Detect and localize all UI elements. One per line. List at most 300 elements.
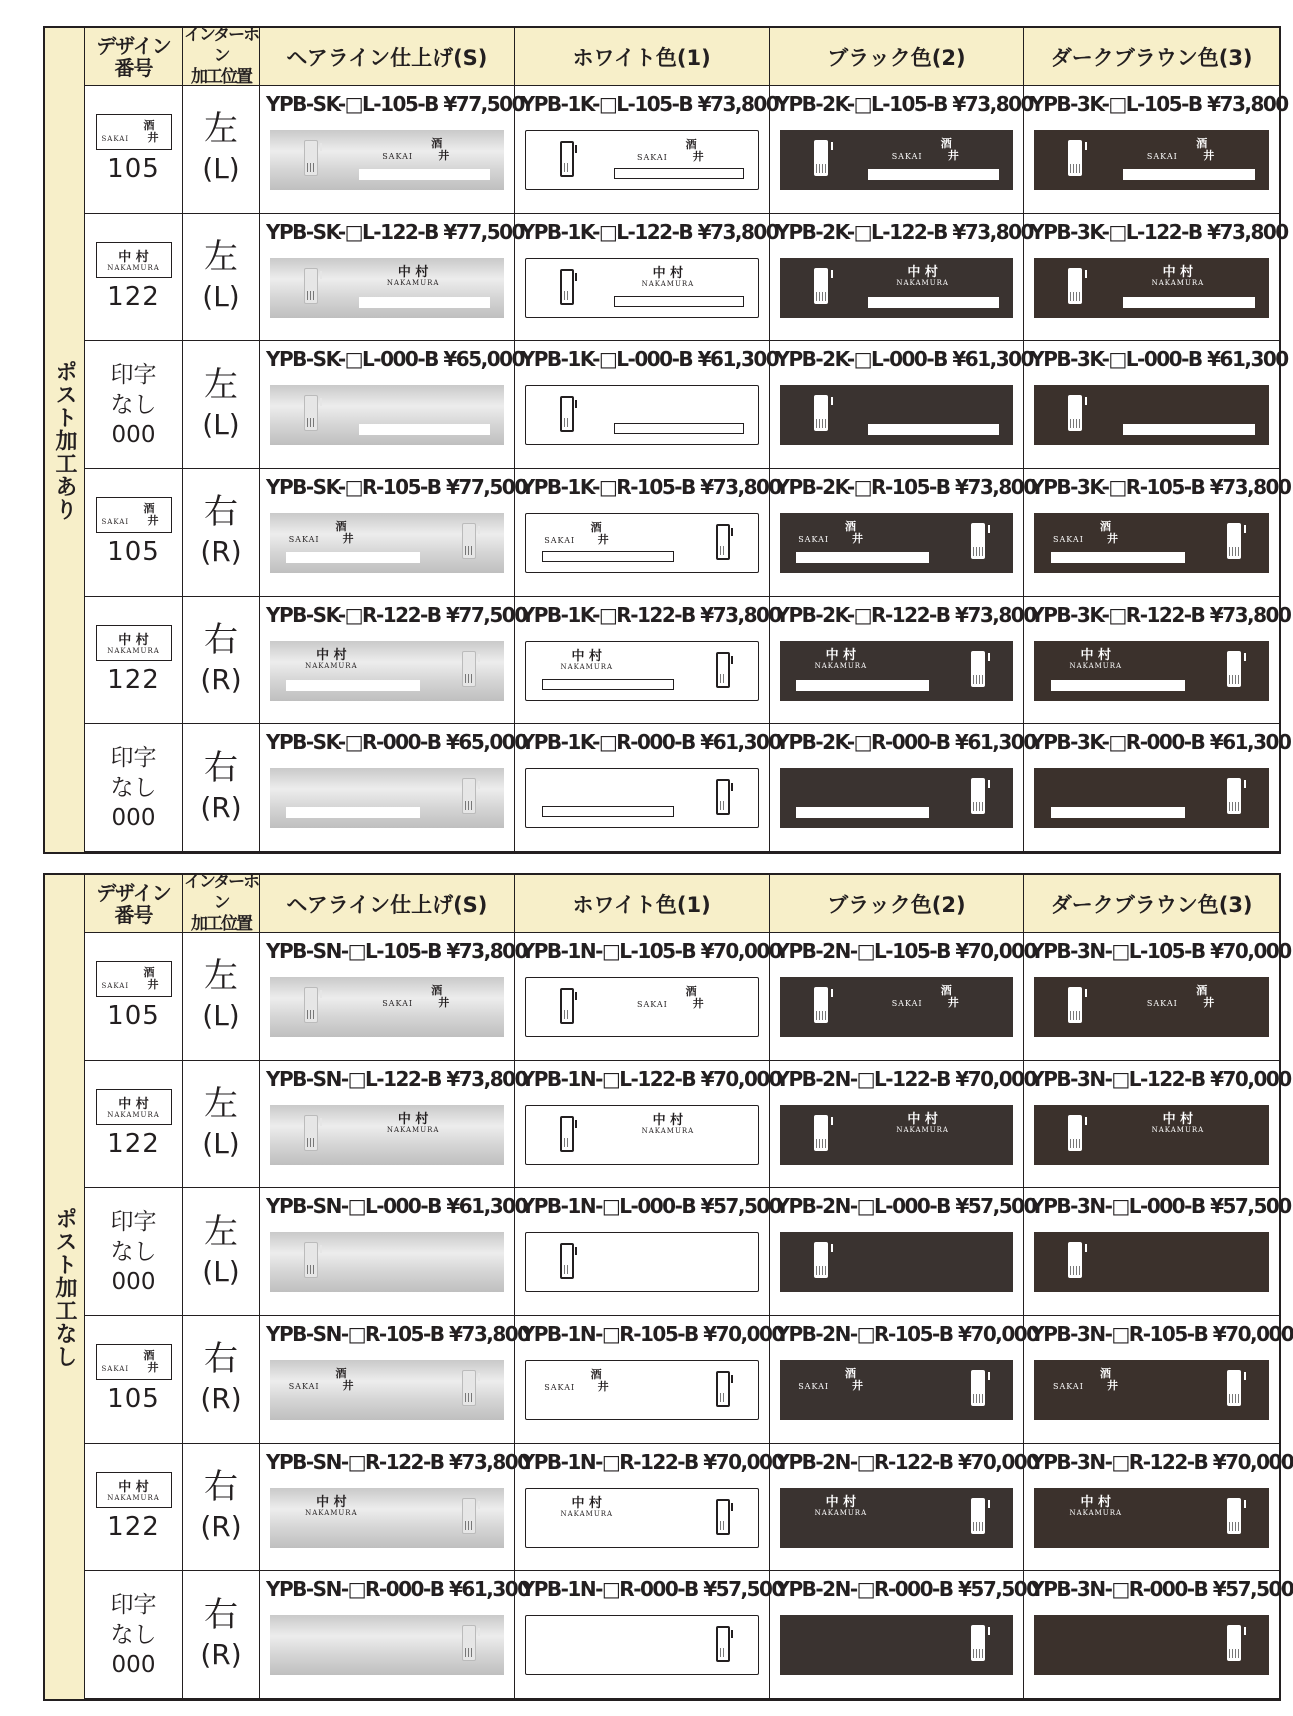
product-code-text: YPB-1K-□R-105-B (520, 474, 695, 499)
product-cell-white (515, 1188, 782, 1316)
product-price: ¥70,000 (1210, 939, 1291, 963)
nameplate-kanji: 中 村 (1162, 264, 1194, 280)
nameplate-kanji: 中 村 (316, 647, 347, 663)
product-code (1030, 1577, 1293, 1601)
design-number-cell (85, 724, 183, 852)
header-design-line2: 番号 (114, 902, 153, 927)
design-sample (96, 497, 172, 533)
product-price: ¥70,000 (958, 1321, 1039, 1346)
intercom-icon (1068, 1242, 1082, 1278)
product-code (521, 347, 778, 371)
position-kanji: 左 (204, 1083, 238, 1124)
product-code (776, 1322, 1039, 1346)
sample-name (97, 1481, 171, 1503)
header-design-line1: デザイン (96, 33, 171, 58)
product-code (776, 939, 1036, 963)
product-code-text: YPB-SK-□L-122-B (266, 219, 438, 244)
design-number-cell (85, 1444, 183, 1572)
product-price: ¥70,000 (1210, 1066, 1291, 1091)
product-code (521, 1067, 781, 1091)
position-letter: (R) (200, 790, 242, 824)
post-slot (542, 806, 674, 817)
nameplate-preview (270, 258, 504, 318)
nameplate-preview (1034, 1105, 1269, 1165)
product-price: ¥70,000 (703, 1449, 784, 1474)
intercom-icon (1068, 987, 1082, 1023)
product-code (266, 220, 524, 244)
header-black-column: ホワイト色(1) (515, 875, 770, 933)
product-code-text: YPB-3N-□R-122-B (1030, 1449, 1208, 1474)
product-code-text: YPB-1K-□R-122-B (520, 602, 695, 627)
product-price: ¥70,000 (955, 1066, 1036, 1091)
post-slot (542, 679, 674, 690)
intercom-position-cell (183, 1188, 260, 1316)
nameplate-kanji: 井 (851, 531, 863, 545)
product-code (776, 1067, 1036, 1091)
nameplate-romaji: SAKAI (288, 1381, 320, 1391)
nameplate-preview (780, 258, 1014, 318)
product-code-text: YPB-2N-□L-122-B (775, 1066, 950, 1091)
intercom-position-cell (183, 597, 260, 725)
position-kanji: 右 (204, 1466, 238, 1507)
product-cell-white (515, 214, 779, 342)
header-intercom-position (183, 872, 260, 934)
nameplate-kanji: 酒 (844, 1366, 856, 1380)
post-slot (542, 551, 674, 562)
post-slot (359, 297, 490, 308)
product-price: ¥73,800 (446, 939, 527, 963)
sample-romaji: SAKAI (101, 135, 130, 144)
product-code-text: YPB-3K-□L-000-B (1030, 347, 1202, 372)
no-print-line1: 印字 (110, 744, 157, 771)
product-price: ¥73,800 (1207, 92, 1288, 116)
nameplate-preview (525, 258, 759, 318)
post-slot (614, 423, 744, 434)
intercom-position-cell (183, 1571, 260, 1699)
product-cell-black (770, 469, 1036, 597)
sample-kanji: 井 (147, 514, 159, 528)
product-cell-hairline (260, 1061, 527, 1189)
intercom-icon (304, 1115, 318, 1151)
sample-kanji: 中 村 (118, 1096, 149, 1112)
nameplate-kanji: 井 (342, 1378, 354, 1392)
product-price: ¥77,500 (443, 92, 524, 116)
nameplate-romaji: SAKAI (288, 534, 320, 544)
sample-kanji: 井 (147, 131, 159, 145)
product-code (1030, 220, 1287, 244)
nameplate-kanji: 中 村 (907, 1111, 938, 1127)
position-kanji: 左 (204, 956, 238, 997)
intercom-position-cell (183, 341, 260, 469)
nameplate-kanji: 酒 (590, 520, 602, 534)
nameplate-name (1152, 266, 1205, 288)
nameplate-preview (525, 1360, 759, 1420)
position-kanji: 左 (204, 109, 238, 150)
product-code (521, 1194, 781, 1218)
product-price: ¥61,300 (446, 1194, 527, 1219)
sample-kanji: 酒 (143, 119, 155, 133)
post-slot (796, 680, 929, 691)
nameplate-kanji: 酒 (335, 1366, 347, 1380)
product-code (521, 1577, 784, 1601)
intercom-icon (716, 779, 730, 815)
nameplate-kanji: 酒 (940, 984, 952, 997)
nameplate-name (1152, 1113, 1205, 1135)
design-sample (96, 1089, 172, 1125)
position-kanji: 右 (204, 492, 238, 533)
design-number: 122 (107, 1128, 160, 1159)
product-price: ¥61,300 (700, 730, 781, 755)
no-print-line2: なし (110, 1621, 157, 1648)
header-hairline-column: ダークブラウン色(3) (1024, 28, 1279, 86)
header-intercom-line1: インターホン (183, 25, 259, 66)
product-price: ¥65,000 (443, 347, 524, 372)
nameplate-preview (780, 1232, 1014, 1292)
nameplate-kanji: 酒 (844, 519, 856, 533)
position-letter: (R) (200, 1637, 242, 1671)
product-price: ¥73,800 (446, 1066, 527, 1091)
nameplate-name (1069, 1496, 1122, 1518)
nameplate-kanji: 中 村 (907, 264, 938, 280)
design-number: 122 (107, 664, 160, 695)
nameplate-preview (525, 1615, 759, 1675)
product-price: ¥65,000 (446, 730, 527, 755)
product-code (776, 475, 1036, 499)
nameplate-romaji: NAKAMURA (386, 1125, 440, 1134)
nameplate-kanji: 中 村 (571, 648, 603, 664)
no-print-label (111, 743, 157, 833)
design-number: 105 (107, 154, 160, 185)
nameplate-kanji: 井 (692, 997, 704, 1010)
intercom-icon (462, 651, 476, 687)
nameplate-kanji: 酒 (590, 1367, 602, 1381)
product-price: ¥73,800 (955, 602, 1036, 627)
header-white-column: ヘアライン仕上げ(S) (260, 875, 515, 933)
nameplate-kanji: 酒 (685, 985, 697, 998)
intercom-icon (560, 396, 574, 432)
nameplate-name (387, 266, 440, 288)
product-code (521, 220, 778, 244)
nameplate-romaji: SAKAI (382, 152, 414, 161)
nameplate-kanji: 井 (342, 531, 354, 545)
product-code-text: YPB-1N-□R-105-B (520, 1321, 698, 1346)
product-code-text: YPB-SK-□R-122-B (266, 602, 441, 627)
intercom-icon (971, 523, 985, 559)
product-price: ¥73,800 (449, 1449, 530, 1474)
design-number: 105 (107, 537, 160, 568)
product-code-text: YPB-SN-□R-105-B (266, 1321, 444, 1346)
product-code-text: YPB-1N-□R-122-B (520, 1449, 698, 1474)
product-code (1030, 1194, 1290, 1218)
product-cell-white (515, 86, 779, 214)
intercom-position-cell (183, 469, 260, 597)
product-price: ¥61,300 (955, 730, 1036, 755)
design-sample (96, 625, 172, 661)
nameplate-kanji: 井 (947, 149, 959, 162)
product-cell-dark-brown (1024, 1316, 1293, 1444)
post-slot (1051, 552, 1185, 563)
nameplate-preview (1034, 641, 1269, 701)
nameplate-romaji: SAKAI (891, 999, 923, 1008)
header-white-column: ヘアライン仕上げ(S) (260, 28, 515, 86)
product-code-text: YPB-3K-□L-122-B (1030, 219, 1202, 244)
product-code-text: YPB-2K-□L-122-B (775, 219, 947, 244)
product-code (266, 939, 527, 963)
intercom-icon (716, 1371, 730, 1407)
product-cell-hairline (260, 1188, 527, 1316)
post-slot (1123, 297, 1254, 308)
post-slot (614, 168, 744, 179)
product-code (776, 1450, 1039, 1474)
product-cell-hairline (260, 1316, 530, 1444)
product-price: ¥57,500 (700, 1194, 782, 1219)
product-cell-black (770, 1316, 1039, 1444)
header-design-line2: 番号 (114, 55, 153, 80)
intercom-position-cell (183, 1444, 260, 1572)
nameplate-preview (1034, 513, 1269, 573)
product-code-text: YPB-2N-□R-000-B (775, 1577, 953, 1602)
product-code-text: YPB-2N-□R-122-B (775, 1449, 953, 1474)
side-label: ポスト加工なし (45, 875, 85, 1699)
nameplate-preview (780, 385, 1014, 445)
product-cell-black (770, 214, 1033, 342)
post-slot (614, 296, 744, 307)
intercom-icon (1068, 268, 1082, 304)
header-black-column: ホワイト色(1) (515, 28, 770, 86)
no-print-line2: なし (110, 774, 157, 801)
product-code-text: YPB-SN-□L-122-B (266, 1066, 441, 1091)
product-code (1030, 1067, 1290, 1091)
product-price: ¥73,800 (700, 474, 781, 499)
nameplate-romaji: NAKAMURA (814, 1508, 868, 1517)
nameplate-kanji: 中 村 (397, 1111, 429, 1127)
product-code-text: YPB-3K-□R-122-B (1030, 602, 1205, 627)
product-cell-black (770, 1061, 1036, 1189)
table-grid (85, 872, 1293, 1699)
product-code-text: YPB-2K-□L-105-B (775, 92, 947, 116)
nameplate-preview (1034, 1488, 1269, 1548)
product-code (266, 475, 527, 499)
product-cell-white (515, 1571, 784, 1699)
product-cell-dark-brown (1024, 724, 1291, 852)
nameplate-preview (270, 385, 504, 445)
post-slot (359, 169, 490, 180)
product-price: ¥57,500 (955, 1194, 1036, 1219)
nameplate-preview (780, 513, 1014, 573)
product-cell-hairline (260, 1571, 530, 1699)
product-price: ¥73,800 (1207, 219, 1288, 244)
product-code (266, 347, 524, 371)
design-number-cell (85, 86, 183, 214)
intercom-icon (971, 1498, 985, 1534)
sample-kanji: 井 (147, 1361, 159, 1375)
design-number: 000 (111, 1651, 156, 1678)
design-number: 105 (107, 1001, 160, 1032)
intercom-icon (462, 1370, 476, 1406)
nameplate-name (305, 1496, 358, 1518)
nameplate-kanji: 中 村 (316, 1494, 347, 1510)
nameplate-kanji: 中 村 (1080, 1494, 1111, 1510)
nameplate-kanji: 井 (1107, 1378, 1119, 1392)
nameplate-preview (780, 977, 1014, 1037)
product-cell-dark-brown (1024, 469, 1291, 597)
intercom-icon (814, 140, 828, 176)
design-sample (96, 961, 172, 997)
intercom-position-cell (183, 214, 260, 342)
product-code (1030, 92, 1287, 116)
intercom-position-cell (183, 724, 260, 852)
product-cell-hairline (260, 341, 524, 469)
nameplate-preview (1034, 1360, 1269, 1420)
sample-name (97, 634, 171, 656)
nameplate-preview (270, 1360, 504, 1420)
product-code-text: YPB-1K-□L-000-B (520, 347, 693, 372)
product-cell-black (770, 724, 1036, 852)
product-cell-white (515, 1061, 782, 1189)
product-code (1030, 939, 1290, 963)
nameplate-preview (780, 1360, 1014, 1420)
nameplate-name (1069, 649, 1122, 671)
product-code (1030, 603, 1290, 627)
nameplate-preview (780, 1615, 1014, 1675)
header-intercom-line1: インターホン (183, 872, 259, 913)
nameplate-romaji: NAKAMURA (1069, 661, 1123, 670)
intercom-icon (560, 1243, 574, 1279)
product-cell-black (770, 933, 1036, 1061)
intercom-icon (304, 1242, 318, 1278)
product-code-text: YPB-2N-□L-000-B (775, 1194, 950, 1219)
product-code (266, 603, 527, 627)
nameplate-preview (1034, 1232, 1269, 1292)
nameplate-kanji: 中 村 (1162, 1111, 1194, 1127)
nameplate-romaji: SAKAI (544, 535, 576, 545)
nameplate-kanji: 酒 (940, 137, 952, 150)
design-sample (96, 114, 172, 150)
no-print-line1: 印字 (110, 361, 157, 388)
post-slot (1051, 807, 1185, 818)
product-code (266, 730, 527, 754)
product-price: ¥73,800 (952, 219, 1033, 244)
nameplate-kanji: 中 村 (571, 1495, 603, 1511)
sample-romaji: SAKAI (101, 982, 130, 991)
intercom-icon (971, 1625, 985, 1661)
nameplate-kanji: 中 村 (652, 265, 684, 281)
intercom-icon (971, 651, 985, 687)
nameplate-preview (1034, 768, 1269, 828)
product-price: ¥70,000 (1212, 1321, 1293, 1346)
product-price: ¥61,300 (1207, 347, 1288, 372)
no-print-line2: なし (110, 391, 157, 418)
sample-name (97, 1098, 171, 1120)
intercom-icon (1068, 395, 1082, 431)
header-intercom-line2: 加工位置 (191, 914, 251, 934)
nameplate-romaji: SAKAI (891, 152, 923, 161)
nameplate-romaji: SAKAI (798, 1381, 830, 1391)
product-cell-dark-brown (1024, 933, 1291, 1061)
no-print-label (111, 1207, 157, 1297)
product-cell-dark-brown (1024, 1061, 1291, 1189)
product-cell-hairline (260, 214, 524, 342)
post-slot (796, 552, 929, 563)
product-code (776, 730, 1036, 754)
product-price: ¥57,500 (703, 1577, 784, 1602)
product-price: ¥70,000 (703, 1321, 784, 1346)
nameplate-romaji: NAKAMURA (386, 278, 440, 287)
product-cell-white (515, 341, 779, 469)
sample-kanji: 井 (147, 978, 159, 992)
no-print-line1: 印字 (110, 1208, 157, 1235)
nameplate-romaji: SAKAI (1053, 1381, 1084, 1391)
product-code (776, 220, 1033, 244)
sample-kanji: 酒 (143, 966, 155, 980)
product-code-text: YPB-3N-□L-105-B (1030, 939, 1205, 963)
position-letter: (R) (200, 662, 242, 696)
no-print-line2: なし (110, 1238, 157, 1265)
sample-romaji: NAKAMURA (107, 646, 160, 655)
product-code (266, 1194, 527, 1218)
design-number-cell (85, 1061, 183, 1189)
post-slot (286, 680, 419, 691)
product-cell-dark-brown (1024, 214, 1288, 342)
post-slot (868, 169, 999, 180)
intercom-icon (814, 268, 828, 304)
nameplate-kanji: 酒 (1099, 519, 1111, 533)
sample-kanji: 中 村 (118, 1479, 149, 1495)
nameplate-romaji: NAKAMURA (305, 661, 358, 670)
product-table-with-post (43, 25, 1291, 854)
product-price: ¥73,800 (449, 1321, 530, 1346)
nameplate-preview (270, 1488, 504, 1548)
nameplate-romaji: SAKAI (798, 534, 830, 544)
product-price: ¥73,800 (1209, 602, 1291, 627)
product-price: ¥61,300 (449, 1577, 530, 1602)
design-number-cell (85, 597, 183, 725)
nameplate-kanji: 中 村 (1080, 647, 1111, 663)
post-slot (359, 424, 490, 435)
nameplate-preview (270, 130, 504, 190)
product-code-text: YPB-2N-□L-105-B (775, 939, 950, 963)
header-intercom-position (183, 25, 260, 87)
nameplate-romaji: SAKAI (636, 153, 668, 162)
nameplate-preview (1034, 1615, 1269, 1675)
product-code (266, 1450, 530, 1474)
nameplate-romaji: NAKAMURA (1069, 1508, 1123, 1517)
nameplate-kanji: 井 (692, 150, 704, 163)
nameplate-kanji: 中 村 (652, 1112, 684, 1128)
nameplate-preview (1034, 977, 1269, 1037)
sample-name (97, 251, 171, 273)
header-dark-brown-column: ブラック色(2) (770, 28, 1025, 86)
nameplate-name (642, 267, 695, 289)
post-slot (1051, 680, 1185, 691)
intercom-icon (304, 140, 318, 176)
position-letter: (L) (202, 152, 240, 186)
product-code-text: YPB-3K-□R-105-B (1030, 474, 1205, 499)
nameplate-romaji: NAKAMURA (641, 1126, 695, 1135)
intercom-icon (462, 1498, 476, 1534)
nameplate-kanji: 井 (438, 996, 450, 1009)
intercom-icon (716, 1499, 730, 1535)
product-code-text: YPB-3N-□L-122-B (1030, 1066, 1205, 1091)
product-code-text: YPB-SK-□R-105-B (266, 474, 441, 499)
nameplate-kanji: 酒 (1196, 137, 1208, 150)
nameplate-preview (270, 1105, 504, 1165)
nameplate-kanji: 酒 (431, 984, 443, 997)
product-code-text: YPB-SN-□L-105-B (266, 939, 441, 963)
nameplate-preview (780, 130, 1014, 190)
nameplate-romaji: NAKAMURA (1151, 1125, 1205, 1134)
design-number-cell (85, 1316, 183, 1444)
